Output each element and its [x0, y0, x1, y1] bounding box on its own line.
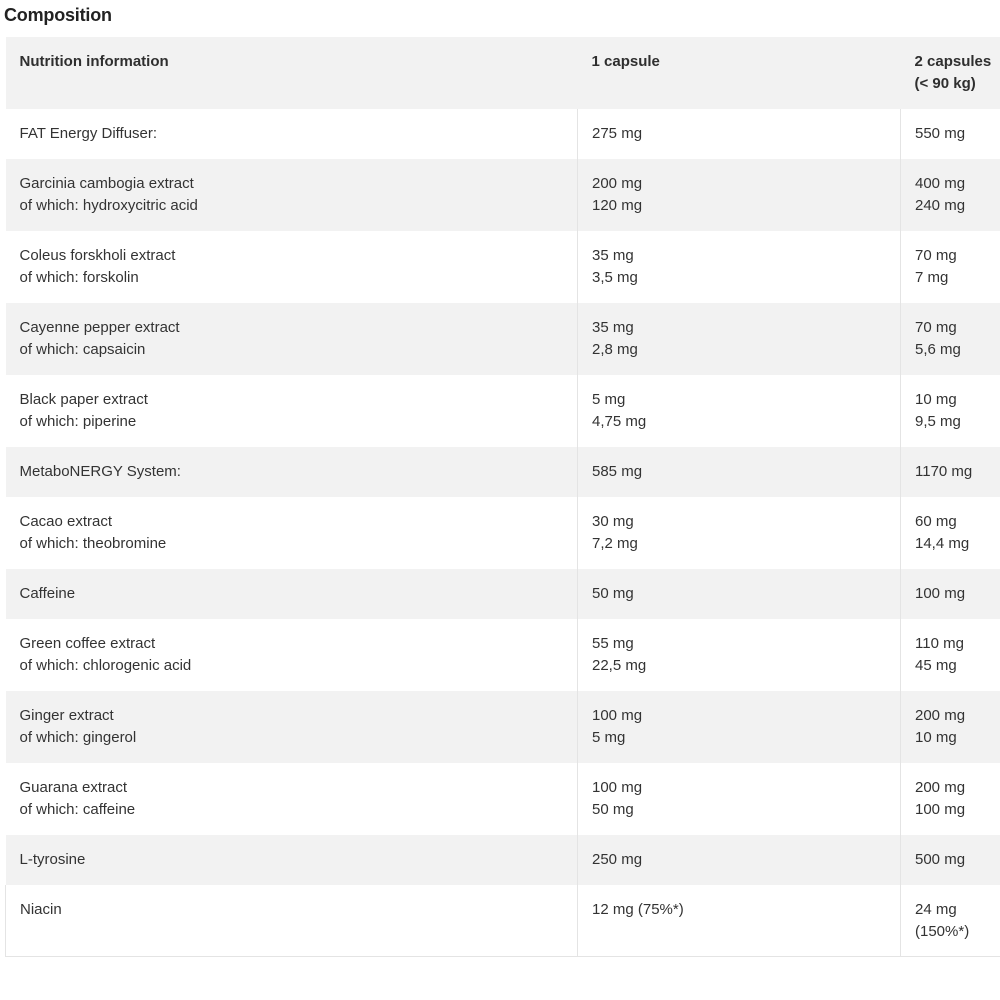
one-capsule-cell	[578, 691, 901, 763]
ingredient-cell	[6, 835, 578, 885]
nutrition-table	[5, 37, 1000, 957]
ingredient-cell-line: of which: theobromine	[19, 535, 167, 552]
one-capsule-cell	[578, 569, 901, 619]
two-capsules-cell-line: 1170 mg	[915, 463, 973, 480]
one-capsule-cell	[578, 109, 901, 159]
ingredient-cell	[6, 569, 578, 619]
table-body	[6, 109, 1000, 957]
table-row	[6, 231, 1000, 303]
one-capsule-cell-line: 5 mg	[592, 391, 626, 408]
ingredient-cell-line: Guarana extract	[19, 779, 128, 796]
ingredient-cell	[6, 885, 578, 957]
header-text-line: Nutrition information	[19, 53, 169, 70]
ingredient-cell-line: of which: forskolin	[19, 269, 139, 286]
header-row	[6, 37, 1000, 109]
ingredient-cell-line: Green coffee extract	[19, 635, 156, 652]
two-capsules-cell-line: 100 mg	[915, 801, 966, 818]
header-cell-nutrition-information	[6, 37, 578, 109]
two-capsules-cell-line: 200 mg	[915, 779, 966, 796]
two-capsules-cell-line: 10 mg	[915, 391, 957, 408]
ingredient-cell	[6, 763, 578, 835]
one-capsule-cell-line: 250 mg	[592, 851, 643, 868]
two-capsules-cell	[901, 159, 1000, 231]
two-capsules-cell-line: 500 mg	[915, 851, 966, 868]
ingredient-cell	[6, 303, 578, 375]
one-capsule-cell-line: 3,5 mg	[592, 269, 638, 286]
table-row	[6, 835, 1000, 885]
ingredient-cell-line: of which: gingerol	[19, 729, 137, 746]
ingredient-cell-line: FAT Energy Diffuser:	[19, 125, 158, 142]
two-capsules-cell	[901, 303, 1000, 375]
one-capsule-cell-line: 35 mg	[592, 319, 634, 336]
header-cell-2-capsules	[901, 37, 1000, 109]
ingredient-cell	[6, 447, 578, 497]
two-capsules-cell	[901, 497, 1000, 569]
one-capsule-cell-line: 50 mg	[592, 801, 634, 818]
one-capsule-cell	[578, 885, 901, 957]
one-capsule-cell	[578, 375, 901, 447]
two-capsules-cell-line: 7 mg	[915, 269, 949, 286]
one-capsule-cell-line: 4,75 mg	[592, 413, 647, 430]
two-capsules-cell	[901, 763, 1000, 835]
one-capsule-cell-line: 35 mg	[592, 247, 634, 264]
one-capsule-cell	[578, 303, 901, 375]
one-capsule-cell-line: 2,8 mg	[592, 341, 638, 358]
one-capsule-cell-line: 55 mg	[592, 635, 634, 652]
ingredient-cell-line: Black paper extract	[19, 391, 148, 408]
header-text-line: (< 90 kg)	[914, 75, 976, 92]
table-row	[6, 303, 1000, 375]
ingredient-cell-line: Cacao extract	[19, 513, 113, 530]
two-capsules-cell-line: 70 mg	[915, 247, 957, 264]
two-capsules-cell	[901, 885, 1000, 957]
two-capsules-cell-line: 200 mg	[915, 707, 966, 724]
one-capsule-cell-line: 7,2 mg	[592, 535, 638, 552]
table-row	[6, 569, 1000, 619]
one-capsule-cell-line: 275 mg	[592, 125, 643, 142]
ingredient-cell-line: Caffeine	[19, 585, 76, 602]
one-capsule-cell	[578, 159, 901, 231]
one-capsule-cell-line: 585 mg	[592, 463, 643, 480]
ingredient-cell-line: of which: chlorogenic acid	[19, 657, 192, 674]
ingredient-cell-line: Garcinia cambogia extract	[19, 175, 194, 192]
ingredient-cell	[6, 691, 578, 763]
one-capsule-cell-line: 200 mg	[592, 175, 643, 192]
header-cell-1-capsule	[578, 37, 901, 109]
table-row	[6, 159, 1000, 231]
ingredient-cell	[6, 375, 578, 447]
one-capsule-cell-line: 5 mg	[592, 729, 626, 746]
ingredient-cell-line: Niacin	[20, 901, 62, 918]
one-capsule-cell	[578, 619, 901, 691]
two-capsules-cell-line: 110 mg	[915, 635, 964, 652]
one-capsule-cell-line: 12 mg (75%*)	[592, 901, 684, 918]
one-capsule-cell	[578, 835, 901, 885]
two-capsules-cell	[901, 447, 1000, 497]
two-capsules-cell	[901, 691, 1000, 763]
two-capsules-cell-line: 45 mg	[915, 657, 957, 674]
one-capsule-cell	[578, 497, 901, 569]
ingredient-cell-line: of which: hydroxycitric acid	[19, 197, 198, 214]
two-capsules-cell-line: 14,4 mg	[915, 535, 970, 552]
table-row	[6, 763, 1000, 835]
header-text-line: 2 capsules	[914, 53, 992, 70]
two-capsules-cell-line: 100 mg	[915, 585, 966, 602]
ingredient-cell-line: MetaboNERGY System:	[19, 463, 181, 480]
page-title: Composition	[4, 5, 112, 25]
ingredient-cell	[6, 619, 578, 691]
one-capsule-cell	[578, 231, 901, 303]
one-capsule-cell-line: 22,5 mg	[592, 657, 647, 674]
ingredient-cell	[6, 109, 578, 159]
table-row	[6, 691, 1000, 763]
one-capsule-cell-line: 120 mg	[592, 197, 643, 214]
two-capsules-cell-line: 60 mg	[915, 513, 957, 530]
ingredient-cell	[6, 497, 578, 569]
table-row	[6, 375, 1000, 447]
two-capsules-cell	[901, 569, 1000, 619]
two-capsules-cell	[901, 835, 1000, 885]
one-capsule-cell-line: 100 mg	[592, 707, 643, 724]
two-capsules-cell-line: 5,6 mg	[915, 341, 961, 358]
two-capsules-cell-line: (150%*)	[915, 923, 970, 940]
ingredient-cell	[6, 231, 578, 303]
ingredient-cell-line: L-tyrosine	[19, 851, 86, 868]
ingredient-cell-line: of which: piperine	[19, 413, 137, 430]
two-capsules-cell-line: 550 mg	[915, 125, 966, 142]
two-capsules-cell-line: 10 mg	[915, 729, 957, 746]
table-row	[6, 885, 1000, 957]
one-capsule-cell-line: 30 mg	[592, 513, 634, 530]
table-row	[6, 619, 1000, 691]
two-capsules-cell	[901, 231, 1000, 303]
table-header	[6, 37, 1000, 109]
two-capsules-cell-line: 9,5 mg	[915, 413, 961, 430]
ingredient-cell	[6, 159, 578, 231]
two-capsules-cell-line: 24 mg	[915, 901, 957, 918]
two-capsules-cell	[901, 375, 1000, 447]
ingredient-cell-line: Cayenne pepper extract	[19, 319, 180, 336]
two-capsules-cell-line: 400 mg	[915, 175, 966, 192]
header-text-line: 1 capsule	[591, 53, 660, 70]
two-capsules-cell-line: 240 mg	[915, 197, 966, 214]
two-capsules-cell	[901, 109, 1000, 159]
one-capsule-cell	[578, 447, 901, 497]
one-capsule-cell-line: 50 mg	[592, 585, 634, 602]
two-capsules-cell-line: 70 mg	[915, 319, 957, 336]
one-capsule-cell	[578, 763, 901, 835]
ingredient-cell-line: Ginger extract	[19, 707, 114, 724]
ingredient-cell-line: of which: capsaicin	[19, 341, 146, 358]
one-capsule-cell-line: 100 mg	[592, 779, 643, 796]
table-row	[6, 497, 1000, 569]
table-row	[6, 447, 1000, 497]
ingredient-cell-line: Coleus forskholi extract	[19, 247, 176, 264]
two-capsules-cell	[901, 619, 1000, 691]
ingredient-cell-line: of which: caffeine	[19, 801, 136, 818]
table-row	[6, 109, 1000, 159]
